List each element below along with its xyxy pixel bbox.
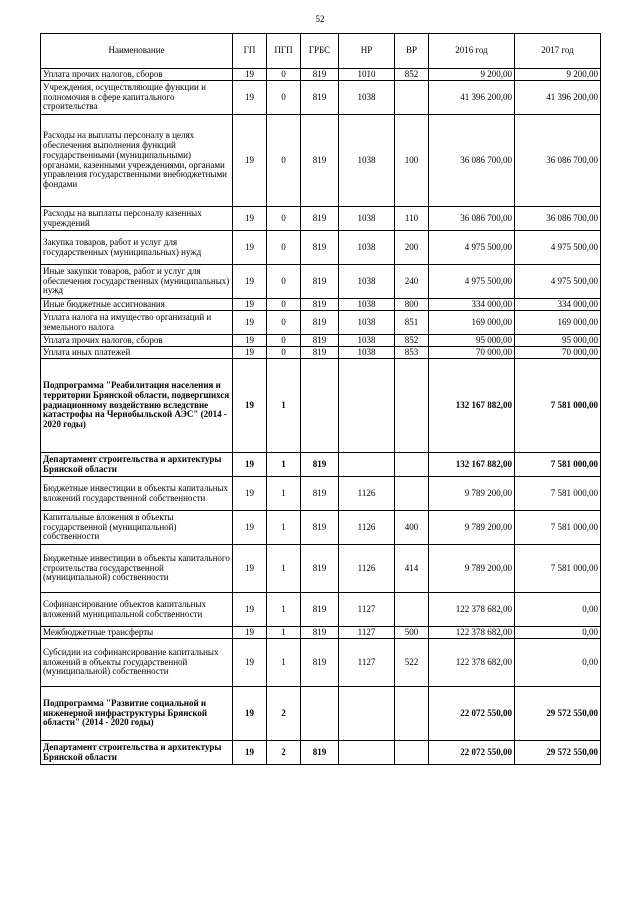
row-gp-cell: 19 [233, 207, 267, 231]
row-name-cell: Расходы на выплаты персоналу казенных учреждений [41, 207, 233, 231]
row-pgp-cell: 1 [267, 593, 301, 627]
table-row [41, 81, 601, 115]
row-grbs-cell: 819 [301, 335, 339, 347]
table-row [41, 477, 601, 511]
row-gp-cell: 19 [233, 231, 267, 265]
row-pgp-cell: 0 [267, 347, 301, 359]
budget-table [40, 33, 601, 765]
row-grbs-cell: 819 [301, 265, 339, 299]
row-gp-cell: 19 [233, 347, 267, 359]
row-2016-cell: 36 086 700,00 [429, 115, 515, 207]
row-nr-cell: 1038 [339, 207, 395, 231]
row-vr-cell [395, 359, 429, 453]
row-name-cell: Иные бюджетные ассигнования [41, 299, 233, 311]
row-2016-cell: 169 000,00 [429, 311, 515, 335]
row-nr-cell: 1038 [339, 265, 395, 299]
row-nr-cell [339, 687, 395, 741]
row-nr-cell: 1038 [339, 81, 395, 115]
row-vr-cell: 110 [395, 207, 429, 231]
row-gp-cell: 19 [233, 593, 267, 627]
row-gp-cell: 19 [233, 627, 267, 639]
row-nr-cell [339, 359, 395, 453]
row-vr-cell: 852 [395, 69, 429, 81]
row-pgp-cell: 0 [267, 81, 301, 115]
row-pgp-cell: 1 [267, 511, 301, 545]
row-gp-cell: 19 [233, 687, 267, 741]
row-2017-cell: 169 000,00 [515, 311, 601, 335]
table-row [41, 347, 601, 359]
row-2016-cell: 9 789 200,00 [429, 545, 515, 593]
column-header-2017: 2017 год [515, 34, 601, 69]
row-nr-cell: 1038 [339, 335, 395, 347]
row-2016-cell: 132 167 882,00 [429, 359, 515, 453]
table-row [41, 265, 601, 299]
row-gp-cell: 19 [233, 299, 267, 311]
row-pgp-cell: 0 [267, 115, 301, 207]
row-2016-cell: 9 789 200,00 [429, 511, 515, 545]
row-nr-cell: 1126 [339, 545, 395, 593]
row-2016-cell: 132 167 882,00 [429, 453, 515, 477]
row-2017-cell: 7 581 000,00 [515, 477, 601, 511]
row-pgp-cell: 0 [267, 265, 301, 299]
row-gp-cell: 19 [233, 545, 267, 593]
row-gp-cell: 19 [233, 115, 267, 207]
row-grbs-cell: 819 [301, 453, 339, 477]
row-2016-cell: 122 378 682,00 [429, 639, 515, 687]
row-2016-cell: 95 000,00 [429, 335, 515, 347]
table-row [41, 311, 601, 335]
row-2016-cell: 9 789 200,00 [429, 477, 515, 511]
row-grbs-cell [301, 687, 339, 741]
row-2016-cell: 70 000,00 [429, 347, 515, 359]
row-2016-cell: 4 975 500,00 [429, 265, 515, 299]
table-row [41, 639, 601, 687]
row-2016-cell: 4 975 500,00 [429, 231, 515, 265]
table-row [41, 593, 601, 627]
row-2017-cell: 9 200,00 [515, 69, 601, 81]
row-grbs-cell [301, 359, 339, 453]
row-2016-cell: 122 378 682,00 [429, 627, 515, 639]
row-pgp-cell: 0 [267, 69, 301, 81]
row-gp-cell: 19 [233, 453, 267, 477]
row-2016-cell: 122 378 682,00 [429, 593, 515, 627]
row-name-cell: Уплата прочих налогов, сборов [41, 69, 233, 81]
row-grbs-cell: 819 [301, 231, 339, 265]
row-nr-cell: 1126 [339, 511, 395, 545]
column-header-vr: ВР [395, 34, 429, 69]
row-gp-cell: 19 [233, 69, 267, 81]
row-pgp-cell: 0 [267, 299, 301, 311]
row-gp-cell: 19 [233, 639, 267, 687]
row-2016-cell: 36 086 700,00 [429, 207, 515, 231]
row-name-cell: Уплата иных платежей [41, 347, 233, 359]
column-header-gp: ГП [233, 34, 267, 69]
row-pgp-cell: 2 [267, 741, 301, 765]
row-nr-cell: 1038 [339, 115, 395, 207]
row-gp-cell: 19 [233, 81, 267, 115]
row-nr-cell: 1126 [339, 477, 395, 511]
row-name-cell: Бюджетные инвестиции в объекты капитального строительства государственной (муниципальной) собственности [41, 545, 233, 593]
row-nr-cell: 1038 [339, 347, 395, 359]
row-name-cell: Департамент строительства и архитектуры Брянской области [41, 741, 233, 765]
row-name-cell: Уплата прочих налогов, сборов [41, 335, 233, 347]
row-pgp-cell: 0 [267, 311, 301, 335]
table-row [41, 299, 601, 311]
row-grbs-cell: 819 [301, 627, 339, 639]
column-header-name: Наименование [41, 34, 233, 69]
row-name-cell: Подпрограмма "Развитие социальной и инженерной инфраструктуры Брянской области" (2014 - 2020 годы) [41, 687, 233, 741]
row-vr-cell: 400 [395, 511, 429, 545]
row-name-cell: Субсидии на софинансирование капитальных вложений в объекты государственной (муниципальной) собственности [41, 639, 233, 687]
row-nr-cell: 1038 [339, 299, 395, 311]
row-grbs-cell: 819 [301, 545, 339, 593]
table-row [41, 511, 601, 545]
row-pgp-cell: 2 [267, 687, 301, 741]
row-pgp-cell: 1 [267, 627, 301, 639]
row-2016-cell: 334 000,00 [429, 299, 515, 311]
column-header-nr: НР [339, 34, 395, 69]
row-name-cell: Расходы на выплаты персоналу в целях обеспечения выполнения функций государственными (муниципальными) органами, казенными учреждениями, органами управления государственными внебюджетными фондами [41, 115, 233, 207]
row-vr-cell [395, 687, 429, 741]
row-gp-cell: 19 [233, 511, 267, 545]
row-2017-cell: 29 572 550,00 [515, 687, 601, 741]
row-nr-cell: 1010 [339, 69, 395, 81]
row-nr-cell [339, 453, 395, 477]
column-header-grbs: ГРБС [301, 34, 339, 69]
row-gp-cell: 19 [233, 477, 267, 511]
row-vr-cell [395, 477, 429, 511]
row-pgp-cell: 0 [267, 231, 301, 265]
row-gp-cell: 19 [233, 359, 267, 453]
row-grbs-cell: 819 [301, 207, 339, 231]
row-2017-cell: 41 396 200,00 [515, 81, 601, 115]
row-2016-cell: 41 396 200,00 [429, 81, 515, 115]
page-number: 52 [315, 14, 325, 24]
row-grbs-cell: 819 [301, 511, 339, 545]
row-gp-cell: 19 [233, 335, 267, 347]
row-vr-cell: 852 [395, 335, 429, 347]
table-header-row [41, 34, 601, 69]
row-pgp-cell: 0 [267, 335, 301, 347]
row-name-cell: Закупка товаров, работ и услуг для государственных (муниципальных) нужд [41, 231, 233, 265]
row-vr-cell: 240 [395, 265, 429, 299]
row-vr-cell: 414 [395, 545, 429, 593]
row-name-cell: Учреждения, осуществляющие функции и полномочия в сфере капитального строительства [41, 81, 233, 115]
row-grbs-cell: 819 [301, 347, 339, 359]
row-grbs-cell: 819 [301, 741, 339, 765]
row-2017-cell: 7 581 000,00 [515, 453, 601, 477]
row-name-cell: Софинансирование объектов капитальных вложений муниципальной собственности [41, 593, 233, 627]
row-grbs-cell: 819 [301, 69, 339, 81]
row-grbs-cell: 819 [301, 299, 339, 311]
row-2017-cell: 0,00 [515, 639, 601, 687]
table-row [41, 359, 601, 453]
row-vr-cell: 800 [395, 299, 429, 311]
row-2016-cell: 22 072 550,00 [429, 687, 515, 741]
row-2017-cell: 0,00 [515, 593, 601, 627]
row-2017-cell: 70 000,00 [515, 347, 601, 359]
table-row [41, 687, 601, 741]
row-2017-cell: 36 086 700,00 [515, 115, 601, 207]
row-2016-cell: 22 072 550,00 [429, 741, 515, 765]
row-name-cell: Бюджетные инвестиции в объекты капитальных вложений государственной собственности [41, 477, 233, 511]
table-row [41, 207, 601, 231]
row-pgp-cell: 1 [267, 359, 301, 453]
row-vr-cell [395, 453, 429, 477]
row-vr-cell: 851 [395, 311, 429, 335]
row-2017-cell: 29 572 550,00 [515, 741, 601, 765]
row-pgp-cell: 1 [267, 477, 301, 511]
table-row [41, 115, 601, 207]
table-row [41, 69, 601, 81]
row-nr-cell: 1127 [339, 627, 395, 639]
row-2017-cell: 95 000,00 [515, 335, 601, 347]
row-grbs-cell: 819 [301, 593, 339, 627]
row-2016-cell: 9 200,00 [429, 69, 515, 81]
row-vr-cell: 500 [395, 627, 429, 639]
row-vr-cell [395, 741, 429, 765]
row-2017-cell: 7 581 000,00 [515, 511, 601, 545]
row-name-cell: Департамент строительства и архитектуры Брянской области [41, 453, 233, 477]
table-row [41, 741, 601, 765]
row-2017-cell: 4 975 500,00 [515, 265, 601, 299]
row-nr-cell: 1038 [339, 311, 395, 335]
row-gp-cell: 19 [233, 265, 267, 299]
row-pgp-cell: 0 [267, 207, 301, 231]
row-name-cell: Уплата налога на имущество организаций и земельного налога [41, 311, 233, 335]
row-pgp-cell: 1 [267, 639, 301, 687]
row-2017-cell: 7 581 000,00 [515, 545, 601, 593]
row-grbs-cell: 819 [301, 639, 339, 687]
table-row [41, 627, 601, 639]
row-gp-cell: 19 [233, 311, 267, 335]
row-grbs-cell: 819 [301, 115, 339, 207]
row-vr-cell: 200 [395, 231, 429, 265]
row-vr-cell: 522 [395, 639, 429, 687]
table-row [41, 453, 601, 477]
table-row [41, 545, 601, 593]
row-name-cell: Подпрограмма "Реабилитация населения и территории Брянской области, подвергшихся радиационному воздействию вследствие катастрофы на Чернобыльской АЭС" (2014 - 2020 годы) [41, 359, 233, 453]
column-header-pgp: ПГП [267, 34, 301, 69]
row-vr-cell [395, 593, 429, 627]
row-grbs-cell: 819 [301, 477, 339, 511]
row-vr-cell [395, 81, 429, 115]
row-pgp-cell: 1 [267, 545, 301, 593]
row-pgp-cell: 1 [267, 453, 301, 477]
row-2017-cell: 7 581 000,00 [515, 359, 601, 453]
row-nr-cell: 1038 [339, 231, 395, 265]
row-nr-cell [339, 741, 395, 765]
column-header-2016: 2016 год [429, 34, 515, 69]
row-nr-cell: 1127 [339, 639, 395, 687]
row-gp-cell: 19 [233, 741, 267, 765]
row-2017-cell: 0,00 [515, 627, 601, 639]
row-2017-cell: 36 086 700,00 [515, 207, 601, 231]
row-2017-cell: 4 975 500,00 [515, 231, 601, 265]
row-name-cell: Межбюджетные трансферты [41, 627, 233, 639]
row-nr-cell: 1127 [339, 593, 395, 627]
row-2017-cell: 334 000,00 [515, 299, 601, 311]
row-vr-cell: 853 [395, 347, 429, 359]
row-name-cell: Капитальные вложения в объекты государственной (муниципальной) собственности [41, 511, 233, 545]
table-row [41, 231, 601, 265]
row-vr-cell: 100 [395, 115, 429, 207]
row-grbs-cell: 819 [301, 311, 339, 335]
row-name-cell: Иные закупки товаров, работ и услуг для обеспечения государственных (муниципальных) нужд [41, 265, 233, 299]
table-row [41, 335, 601, 347]
row-grbs-cell: 819 [301, 81, 339, 115]
